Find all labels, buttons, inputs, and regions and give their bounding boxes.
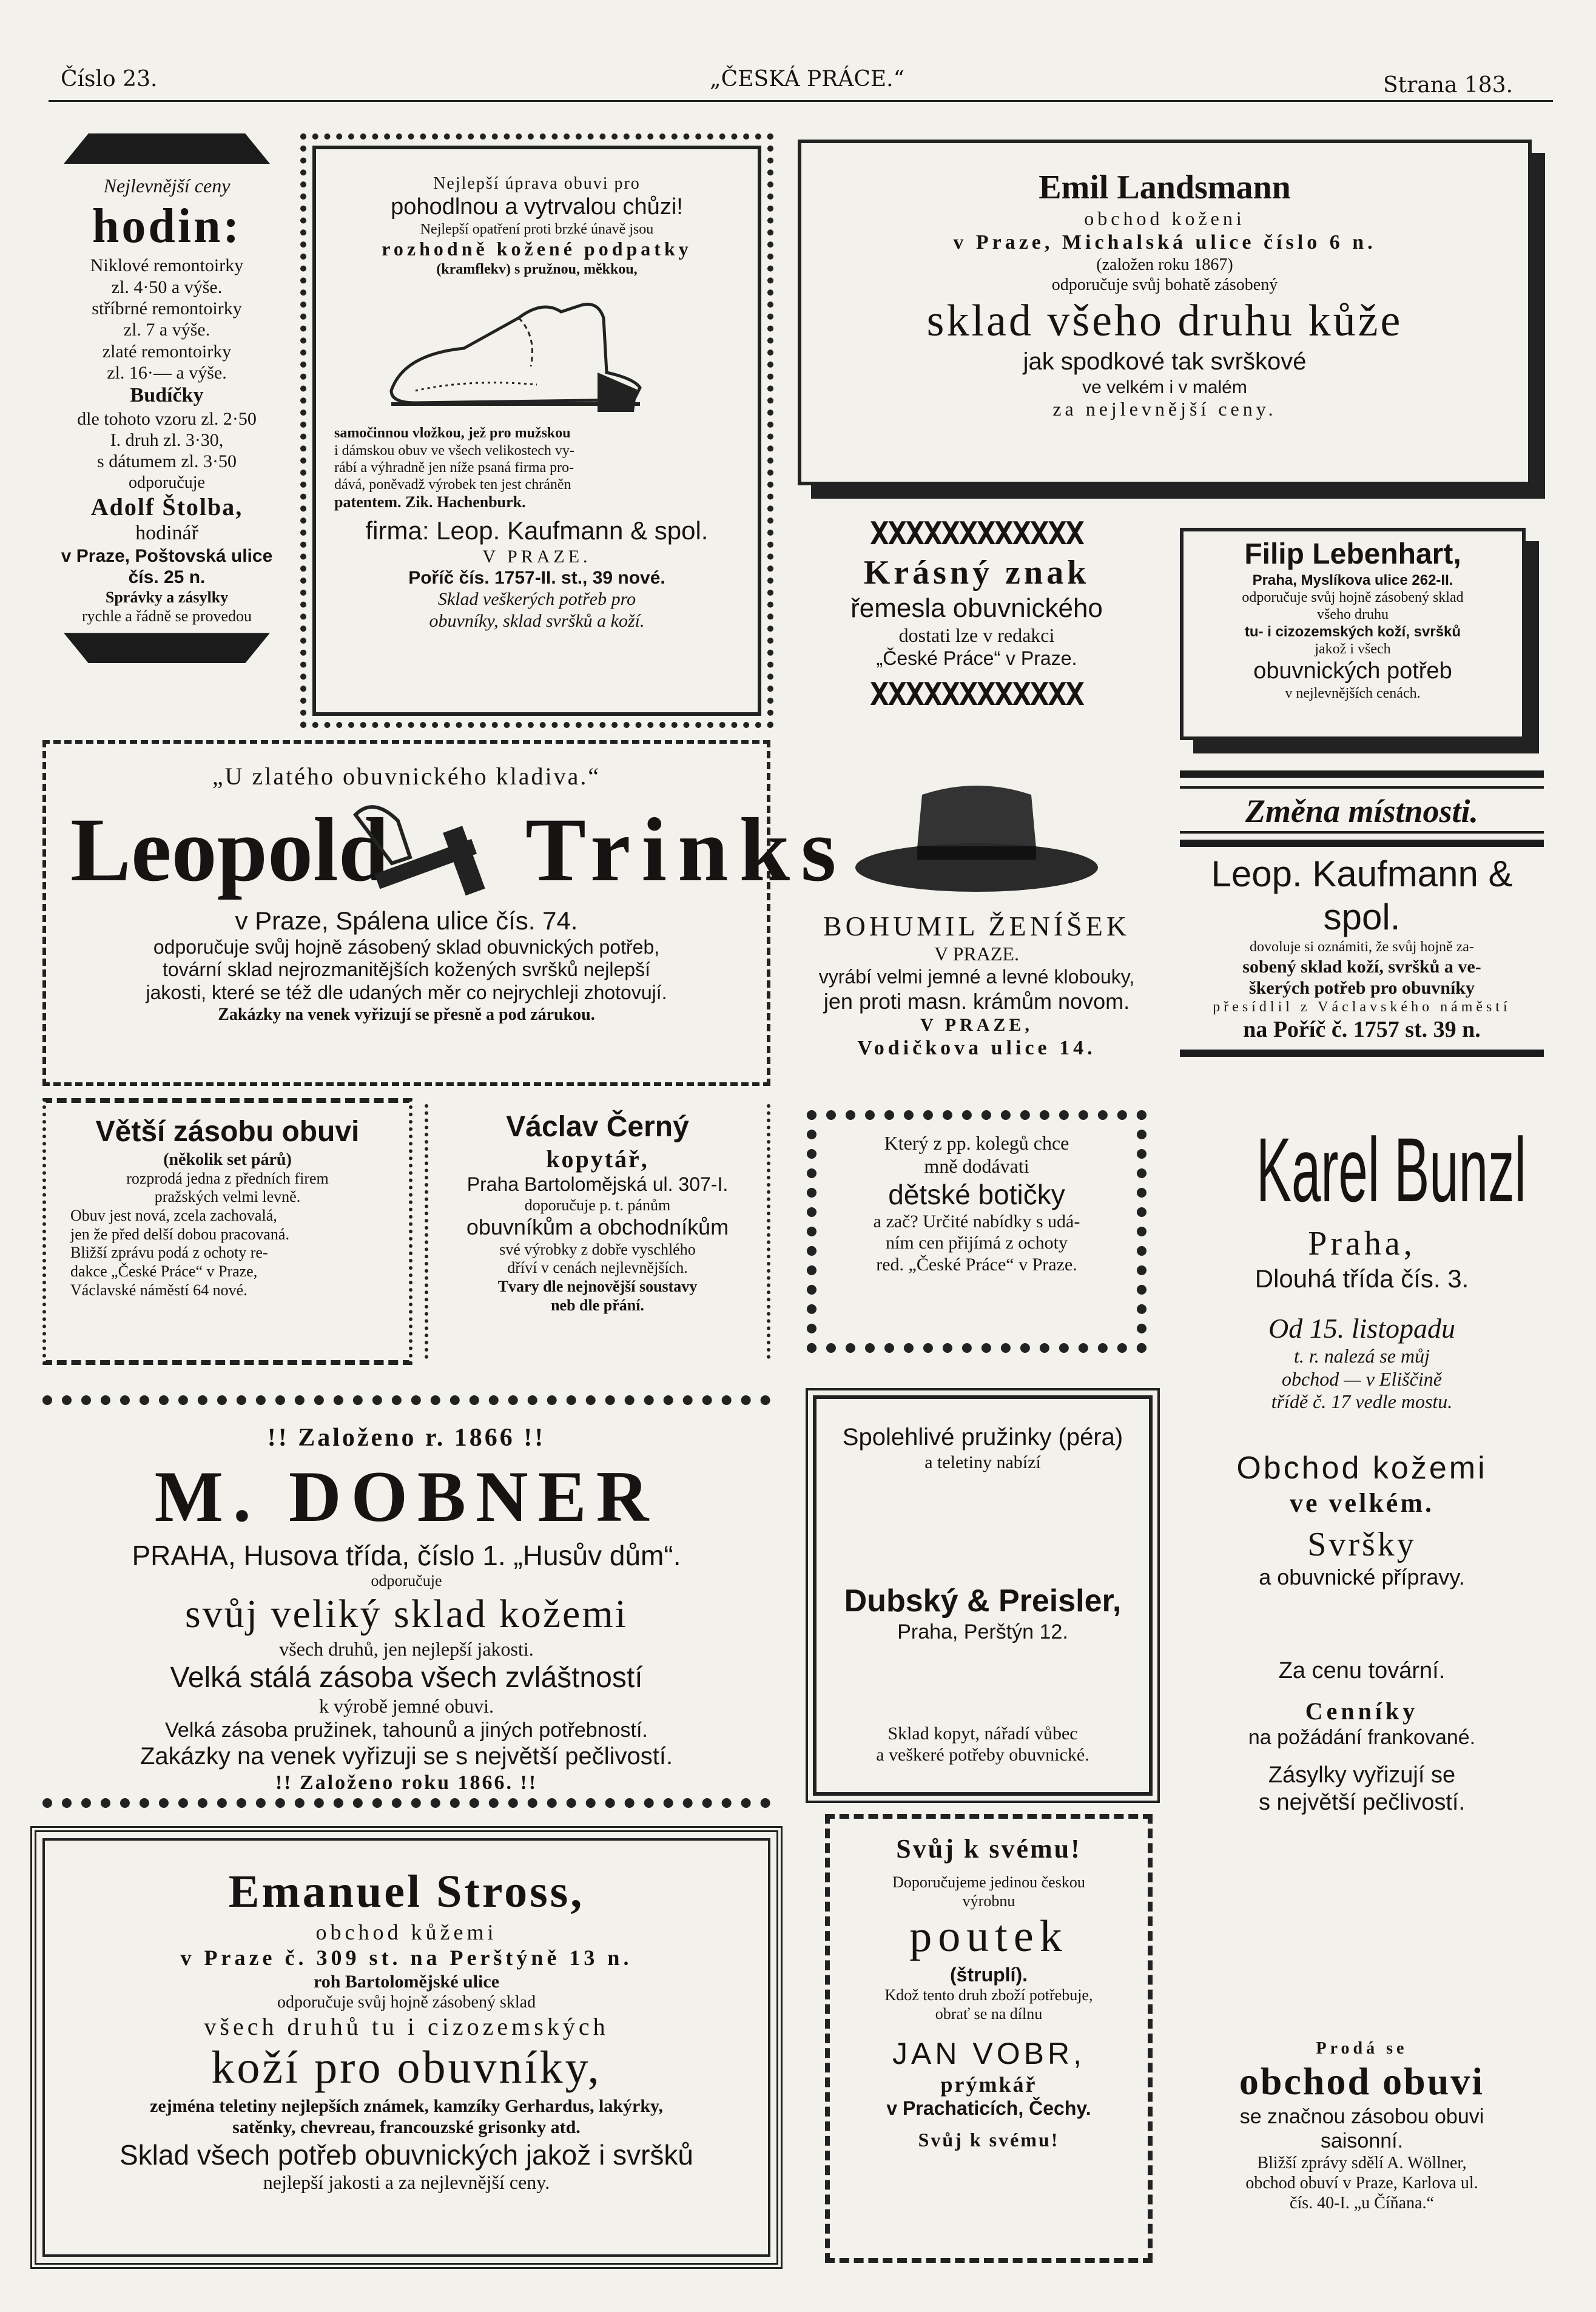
ad-cerny-lastmaker: Václav Černý kopytář, Praha Bartolomějská ul. 307-I. doporučuje p. t. pánům obuvníkům a obchodníkům své výrobky z dobře vyschlého dříví v cenách nejlevnějších. Tvary dle nejnovější soustavy neb dle přání. (425, 1104, 770, 1359)
ad-vobr: Svůj k svému! Doporučujeme jedinou českou výrobnu poutek (štruplí). Kdož tento druh zboží potřebuje, obrať se na dílnu JAN VOBR, prýmkář v Prachaticích, Čechy. Svůj k svému! (825, 1814, 1153, 2263)
ad-childrens-shoes: Který z pp. kolegů chce mně dodávati dětské botičky a zač? Určité nabídky s udá- ním cen přijímá z ochoty red. „České Práce“ v Praze. (807, 1110, 1146, 1353)
ad-shoe-stock: Větší zásobu obuvi (několik set párů) rozprodá jedna z předních firem pražských velmi levně. Obuv jest nová, zcela zachovalá, jen že před delší dobou pracovaná. Bližší zprávu podá z ochoty re- dakce „České Práce“ v Praze, Václavské náměstí 64 nové. (42, 1098, 412, 1365)
ad-guild-emblem: XXXXXXXXXXXX Krásný znak řemesla obuvnického dostati lze v redakci „České Práce“ v Praze. XXXXXXXXXXXX (850, 516, 1103, 713)
issue-number: Číslo 23. (61, 67, 158, 92)
ad-landsmann: Emil Landsmann obchod koženi v Praze, Michalská ulice číslo 6 n. (založen roku 1867) odporučuje svůj bohatě zásobený sklad všeho druhu kůže jak spodkové tak svrškové ve velkém i v malém za nejlevnější ceny. (798, 140, 1532, 485)
ad-bunzl: Karel Bunzl Praha, Dlouhá třída čís. 3. Od 15. listopadu t. r. nalezá se můj obchod — v Eliščině třídě č. 17 vedle mostu. Obchod kožemi ve velkém. Svršky a obuvnické přípravy. Za cenu tovární. Cenníky na požádání frankované. Zásylky vyřizují se s největší pečlivostí. (1236, 1119, 1526, 1815)
ad-zenisek-hats: BOHUMIL ŽENÍŠEK V PRAZE. vyrábí velmi jemné a levné klobouky, jen proti masn. krámům novom. V PRAZE, Vodičkova ulice 14. (795, 770, 1159, 1098)
ad-trinks: „U zlatého obuvnického kladiva.“ Leopold Trinks v Praze, Spálena ulice čís. 74. odporučuje svůj hojně zásobený sklad obuvnických potřeb, tovární sklad nejrozmanitějších kožených svršků nejlepší jakosti, které se též dle udaných měr co nejrychleji zhotovují. Zakázky na venek vyřizují se přesně a pod zárukou. (42, 740, 770, 1086)
ad-shop-for-sale: Prodá se obchod obuvi se značnou zásobou obuvi saisonní. Bližší zprávy sdělí A. Wöllner, obchod obuví v Praze, Karlova ul. čís. 40-I. „u Číňana.“ (1239, 2039, 1485, 2213)
masthead: „ČESKÁ PRÁCE.“ (710, 67, 905, 92)
page-number: Strana 183. (1383, 73, 1514, 98)
header-rule (49, 100, 1553, 102)
ad-lebenhart: Filip Lebenhart, Praha, Myslíkova ulice 262-II. odporučuje svůj hojně zásobený sklad všeho druhu tu- i cizozemských koží, svršků jakož i všech obuvnických potřeb v nejlevnějších cenách. (1180, 528, 1526, 740)
ad-stross: Emanuel Stross, obchod kůžemi v Praze č. 309 st. na Perštýně 13 n. roh Bartolomějské ulice odporučuje svůj hojně zásobený sklad všech druhů tu i cizozemských koží pro obuvníky, zejména teletiny nejlepších známek, kamzíky Gerhardus, lakýrky, satěnky, chevreau, francouzské grisonky atd. Sklad všech potřeb obuvnických jakož i svršků nejlepší jakosti a za nejlevnější ceny. (42, 1838, 770, 2257)
hat-illustration (849, 770, 1104, 904)
ad-dubsky-preisler: Spolehlivé pružinky (péra) a teletiny nabízí Dubský & Preisler, Praha, Perštýn 12. Sklad kopyt, nářadí vůbec a veškeré potřeby obuvnické. (813, 1395, 1153, 1796)
shoe-illustration (379, 281, 695, 421)
ad-kaufmann-relocation: Změna místnosti. Leop. Kaufmann & spol. dovoluje si oznámiti, že svůj hojně za- sobený sklad koží, svršků a ve- škerých potřeb pro obuvníky přesídlil z Václavského náměstí na Poříč č. 1757 st. 39 n. (1180, 770, 1544, 1098)
ad-watchmaker: Nejlevnější ceny hodin: Niklové remontoirky zl. 4·50 a výše. stříbrné remontoirky zl. 7 a výše. zlaté remontoirky zl. 16·— a výše. Budíčky dle tohoto vzoru zl. 2·50 I. druh zl. 3·30, s dátumem zl. 3·50 odporučuje Adolf Štolba, hodinář v Praze, Poštovská ulice čís. 25 n. Správky a zásylky rychle a řádně se provedou (45, 133, 288, 728)
ad-kaufmann-heels: Nejlepší úprava obuvi pro pohodlnou a vytrvalou chůzi! Nejlepší opatření proti brzké únavě jsou rozhodně kožené podpatky (kramflekv) s pružnou, měkkou, samočinnou vložkou, jež pro mužskou i dámskou obuv ve všech velikostech vy- rábí a výhradně jen níže psaná firma pro- dává, poněvadž výrobek ten jest chráněn patentem. Zik. Hachenburk. firma: Leop. Kaufmann & spol. V PRAZE. Poříč čís. 1757-II. st., 39 nové. Sklad veškerých potřeb pro obuvníky, sklad svršků a koží. (300, 133, 773, 728)
ad-dobner: !! Založeno r. 1866 !! M. DOBNER PRAHA, Husova třída, číslo 1. „Husův dům“. odporučuje svůj veliký sklad kožemi všech druhů, jen nejlepší jakosti. Velká stálá zásoba všech zvláštností k výrobě jemné obuvi. Velká zásoba pružinek, tahounů a jiných potřebností. Zakázky na venek vyřizuji se s největší pečlivostí. !! Založeno roku 1866. !! (42, 1395, 770, 1808)
hammer-icon (349, 790, 495, 906)
